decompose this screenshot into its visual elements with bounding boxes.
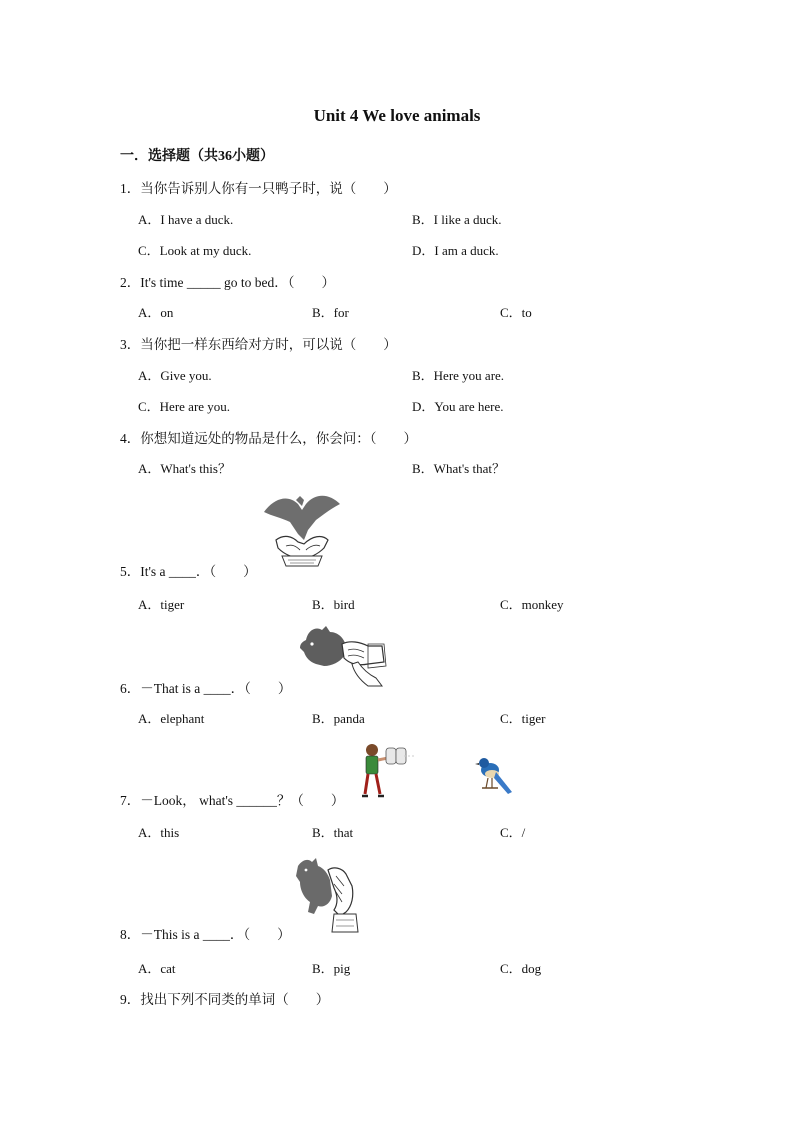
question-6-stem: 6．－That is a ____．（ ） bbox=[120, 681, 292, 696]
q3-option-b[interactable]: B．Here you are. bbox=[412, 368, 505, 383]
q5-option-a[interactable]: A．tiger bbox=[138, 597, 185, 612]
q6-option-a[interactable]: A．elephant bbox=[138, 711, 205, 726]
q1-option-b[interactable]: B．I like a duck. bbox=[412, 212, 502, 227]
q7-option-b[interactable]: B．that bbox=[312, 825, 354, 840]
question-8-stem: 8．－This is a ____．（ ） bbox=[120, 927, 291, 942]
q6-option-c[interactable]: C．tiger bbox=[500, 711, 546, 726]
q6-option-b[interactable]: B．panda bbox=[312, 711, 365, 726]
question-7-stem: 7．－Look， what's ______？（ ） bbox=[120, 793, 345, 808]
q3-option-c[interactable]: C．Here are you. bbox=[138, 399, 231, 414]
q2-option-b[interactable]: B．for bbox=[312, 305, 349, 320]
q8-option-b[interactable]: B．pig bbox=[312, 961, 351, 976]
q2-option-a[interactable]: A．on bbox=[138, 305, 174, 320]
q1-option-d[interactable]: D．I am a duck. bbox=[412, 243, 499, 258]
q1-option-a[interactable]: A．I have a duck. bbox=[138, 212, 234, 227]
q4-option-b[interactable]: B．What's that？ bbox=[412, 461, 505, 476]
blue-bird-image bbox=[474, 754, 516, 798]
q7-option-c[interactable]: C．/ bbox=[500, 825, 526, 840]
q2-option-c[interactable]: C．to bbox=[500, 305, 532, 320]
hand-shadow-animal-image bbox=[298, 622, 388, 688]
page-title: Unit 4 We love animals bbox=[313, 106, 481, 125]
q3-option-a[interactable]: A．Give you. bbox=[138, 368, 212, 383]
q8-option-a[interactable]: A．cat bbox=[138, 961, 176, 976]
q7-option-a[interactable]: A．this bbox=[138, 825, 180, 840]
question-9-stem: 9．找出下列不同类的单词（ ） bbox=[120, 992, 330, 1007]
question-5-stem: 5．It's a ____．（ ） bbox=[120, 564, 257, 579]
hand-shadow-bird-image bbox=[262, 490, 342, 570]
section-heading: 一．选择题（共36小题） bbox=[120, 149, 274, 164]
q8-option-c[interactable]: C．dog bbox=[500, 961, 542, 976]
boy-with-binoculars-image bbox=[358, 742, 418, 800]
q3-option-d[interactable]: D．You are here. bbox=[412, 399, 504, 414]
question-2-stem: 2．It's time _____ go to bed．（ ） bbox=[120, 275, 336, 290]
q5-option-b[interactable]: B．bird bbox=[312, 597, 355, 612]
question-3-stem: 3．当你把一样东西给对方时，可以说（ ） bbox=[120, 337, 397, 352]
q1-option-c[interactable]: C．Look at my duck. bbox=[138, 243, 252, 258]
question-4-stem: 4．你想知道远处的物品是什么，你会问：（ ） bbox=[120, 431, 417, 446]
q4-option-a[interactable]: A．What's this？ bbox=[138, 461, 231, 476]
q5-option-c[interactable]: C．monkey bbox=[500, 597, 564, 612]
question-1-stem: 1．当你告诉别人你有一只鸭子时，说（ ） bbox=[120, 181, 397, 196]
hand-shadow-dog-image bbox=[294, 856, 372, 936]
